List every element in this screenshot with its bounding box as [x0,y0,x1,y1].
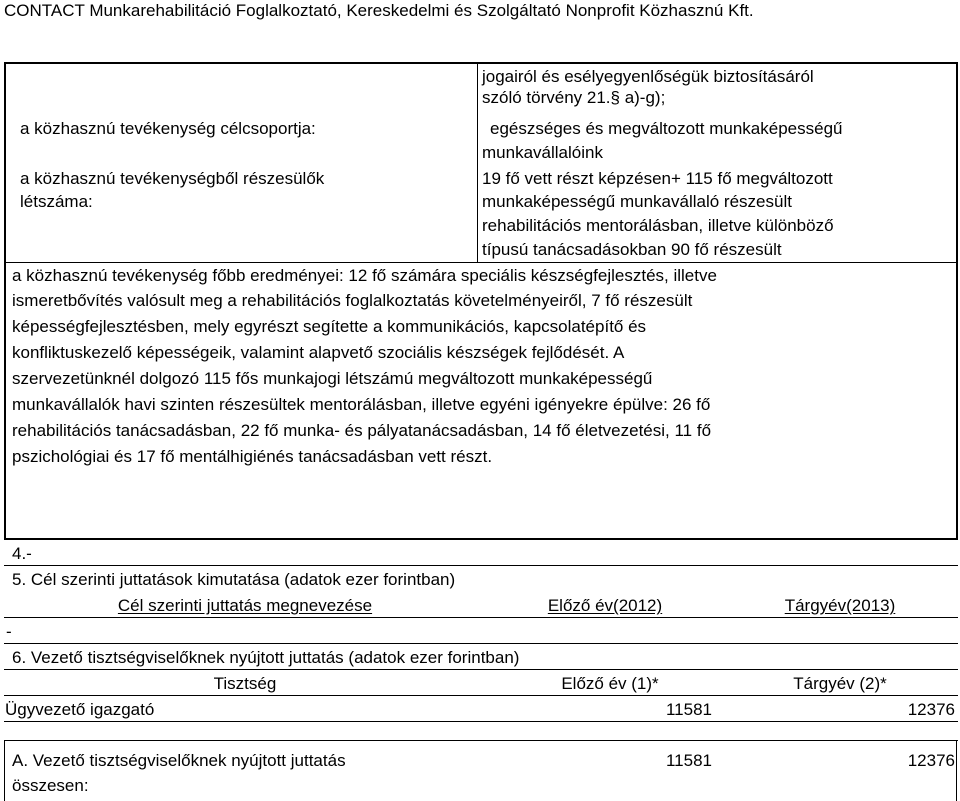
total-current-year: 12376 [907,751,955,770]
beneficiaries-value: munkaképességű munkavállaló részesült [482,192,792,211]
total-row-left-border [4,740,5,801]
column-header-current-year: Tárgyév (2)* [793,674,887,693]
results-line: ismeretbővítés valósult meg a rehabilitációs foglalkoztatás követelményeiről, 7 fő részesült [12,291,693,310]
target-group-label: a közhasznú tevékenység célcsoportja: [20,119,316,138]
results-line: konfliktuskezelő képességeik, valamint alapvető szociális készségek fejlődését. A [12,343,625,362]
column-header-prev-year: Előző év (1)* [561,674,659,693]
results-line: rehabilitációs tanácsadásban, 22 fő munka- és pályatanácsadásban, 14 fő életvezetési, 11 fő [12,421,712,440]
beneficiaries-label: a közhasznú tevékenységből részesülők [20,169,325,188]
row-divider [4,643,958,644]
target-group-value: munkavállalóink [482,143,603,162]
beneficiaries-label: létszáma: [20,192,93,211]
row-divider [4,669,958,670]
law-reference-line: jogairól és esélyegyenlőségük biztosításáról [482,67,814,86]
prev-year-cell: 11581 [665,700,712,719]
law-reference-line: szóló törvény 21.§ a)-g); [482,88,666,107]
section-4-label: 4.- [12,544,32,563]
table-bottom-border [4,538,958,540]
total-label: A. Vezető tisztségviselőknek nyújtott juttatás [12,751,346,770]
section-6-title: 6. Vezető tisztségviselőknek nyújtott juttatás (adatok ezer forintban) [12,648,520,667]
column-header-current-year: Tárgyév(2013) [784,596,896,615]
column-header-position: Tisztség [213,674,277,693]
results-line: szervezetünknél dolgozó 115 fős munkajogi létszámú megváltozott munkaképességű [12,369,653,388]
column-header-prev-year: Előző év(2012) [547,596,663,615]
results-line: pszichológiai és 17 fő mentálhigiénés tanácsadásban vett részt. [12,447,493,466]
beneficiaries-value: típusú tanácsadásokban 90 fő részesült [482,240,782,259]
beneficiaries-value: 19 fő vett részt képzésen+ 115 fő megváltozott [482,169,833,188]
document-header: CONTACT Munkarehabilitáció Foglalkoztató, Kereskedelmi és Szolgáltató Nonprofit Közhasznú Kft. [4,1,754,20]
table-column-divider [477,62,478,262]
current-year-cell: 12376 [907,700,955,719]
results-line: a közhasznú tevékenység főbb eredményei: 12 fő számára speciális készségfejlesztés, illetve [12,266,717,285]
row-divider [4,721,958,722]
row-divider [4,617,958,618]
target-group-value: egészséges és megváltozott munkaképességű [490,119,843,138]
total-prev-year: 11581 [665,751,712,770]
section-divider [4,565,958,566]
column-header-name: Cél szerinti juttatás megnevezése [117,596,373,615]
section-5-title: 5. Cél szerinti juttatások kimutatása (adatok ezer forintban) [12,570,456,589]
row-divider [4,695,958,696]
results-line: munkavállalók havi szinten részesültek mentorálásban, illetve egyéni igényekre épülve: 26 fő [12,395,711,414]
total-row-right-border [956,740,957,801]
row-divider [4,740,958,741]
empty-row-marker: - [6,622,12,641]
results-line: képességfejlesztésben, mely egyrészt segítette a kommunikációs, kapcsolatépítő és [12,317,647,336]
total-label: összesen: [12,776,89,795]
results-row-divider [4,262,958,263]
table-top-border [4,62,958,64]
table-left-border [4,62,6,539]
beneficiaries-value: rehabilitációs mentorálásban, illetve különböző [482,216,834,235]
table-right-border [956,62,958,539]
position-cell: Ügyvezető igazgató [5,700,155,719]
